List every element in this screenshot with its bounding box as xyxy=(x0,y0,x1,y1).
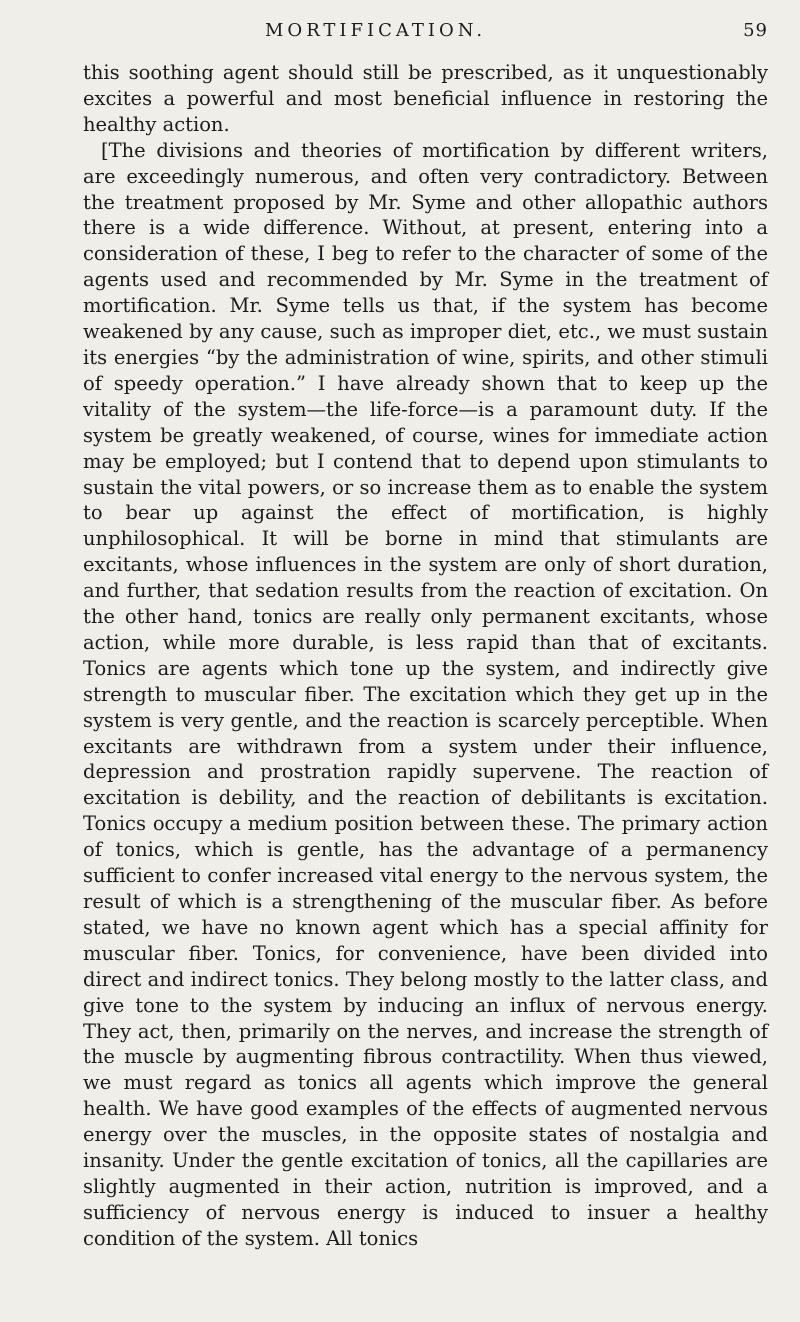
paragraph-continuation: this soothing agent should still be prescribed, as it unquestionably excites a powerful and most beneficial influence in restoring the healthy action. xyxy=(83,61,768,136)
page-number: 59 xyxy=(743,20,768,41)
running-head xyxy=(83,20,768,60)
book-page xyxy=(83,20,768,1252)
running-title: MORTIFICATION. xyxy=(265,20,487,41)
paragraph-mortification-theories: [The divisions and theories of mortification by different writers, are exceedingly numerous, and often very contradictory. Between the treatment proposed by Mr. Syme and other allopathic authors there is a wide difference. Without, at present, entering into a consideration of these, I beg to refer to the character of some of the agents used and recommended by Mr. Syme in the treatment of mortification. Mr. Syme tells us that, if the system has become weakened by any cause, such as improper diet, etc., we must sustain its energies “by the administration of wine, spirits, and other stimuli of speedy operation.” I have already shown that to keep up the vitality of the system—the life-force—is a paramount duty. If the system be greatly weakened, of course, wines for immediate action may be employed; but I contend that to depend upon stimulants to sustain the vital powers, or so increase them as to enable the system to bear up against the effect of mortification, is highly unphilosophical. It will be borne in mind that stimulants are excitants, whose influences in the system are only of short duration, and further, that sedation results from the reaction of excitation. On the other hand, tonics are really only permanent excitants, whose action, while more durable, is less rapid than that of excitants. Tonics are agents which tone up the system, and indirectly give strength to muscular fiber. The excitation which they get up in the system is very gentle, and the reaction is scarcely perceptible. When excitants are withdrawn from a system under their influence, depression and prostration rapidly supervene. The reaction of excitation is debility, and the reaction of debilitants is excitation. Tonics occupy a medium position between these. The primary action of tonics, which is gentle, has the advantage of a permanency sufficient to confer increased vital energy to the nervous system, the result of which is a strengthening of the muscular fiber. As before stated, we have no known agent which has a special affinity for muscular fiber. Tonics, for convenience, have been divided into direct and indirect tonics. They belong mostly to the latter class, and give tone to the system by inducing an influx of nervous energy. They act, then, primarily on the nerves, and increase the strength of the muscle by augmenting fibrous contractility. When thus viewed, we must regard as tonics all agents which improve the general health. We have good examples of the effects of augmented nervous energy over the muscles, in the opposite states of nostalgia and insanity. Under the gentle excitation of tonics, all the capillaries are slightly augmented in their action, nutrition is improved, and a sufficiency of nervous energy is induced to insuer a healthy condition of the system. All tonics xyxy=(83,138,768,1250)
